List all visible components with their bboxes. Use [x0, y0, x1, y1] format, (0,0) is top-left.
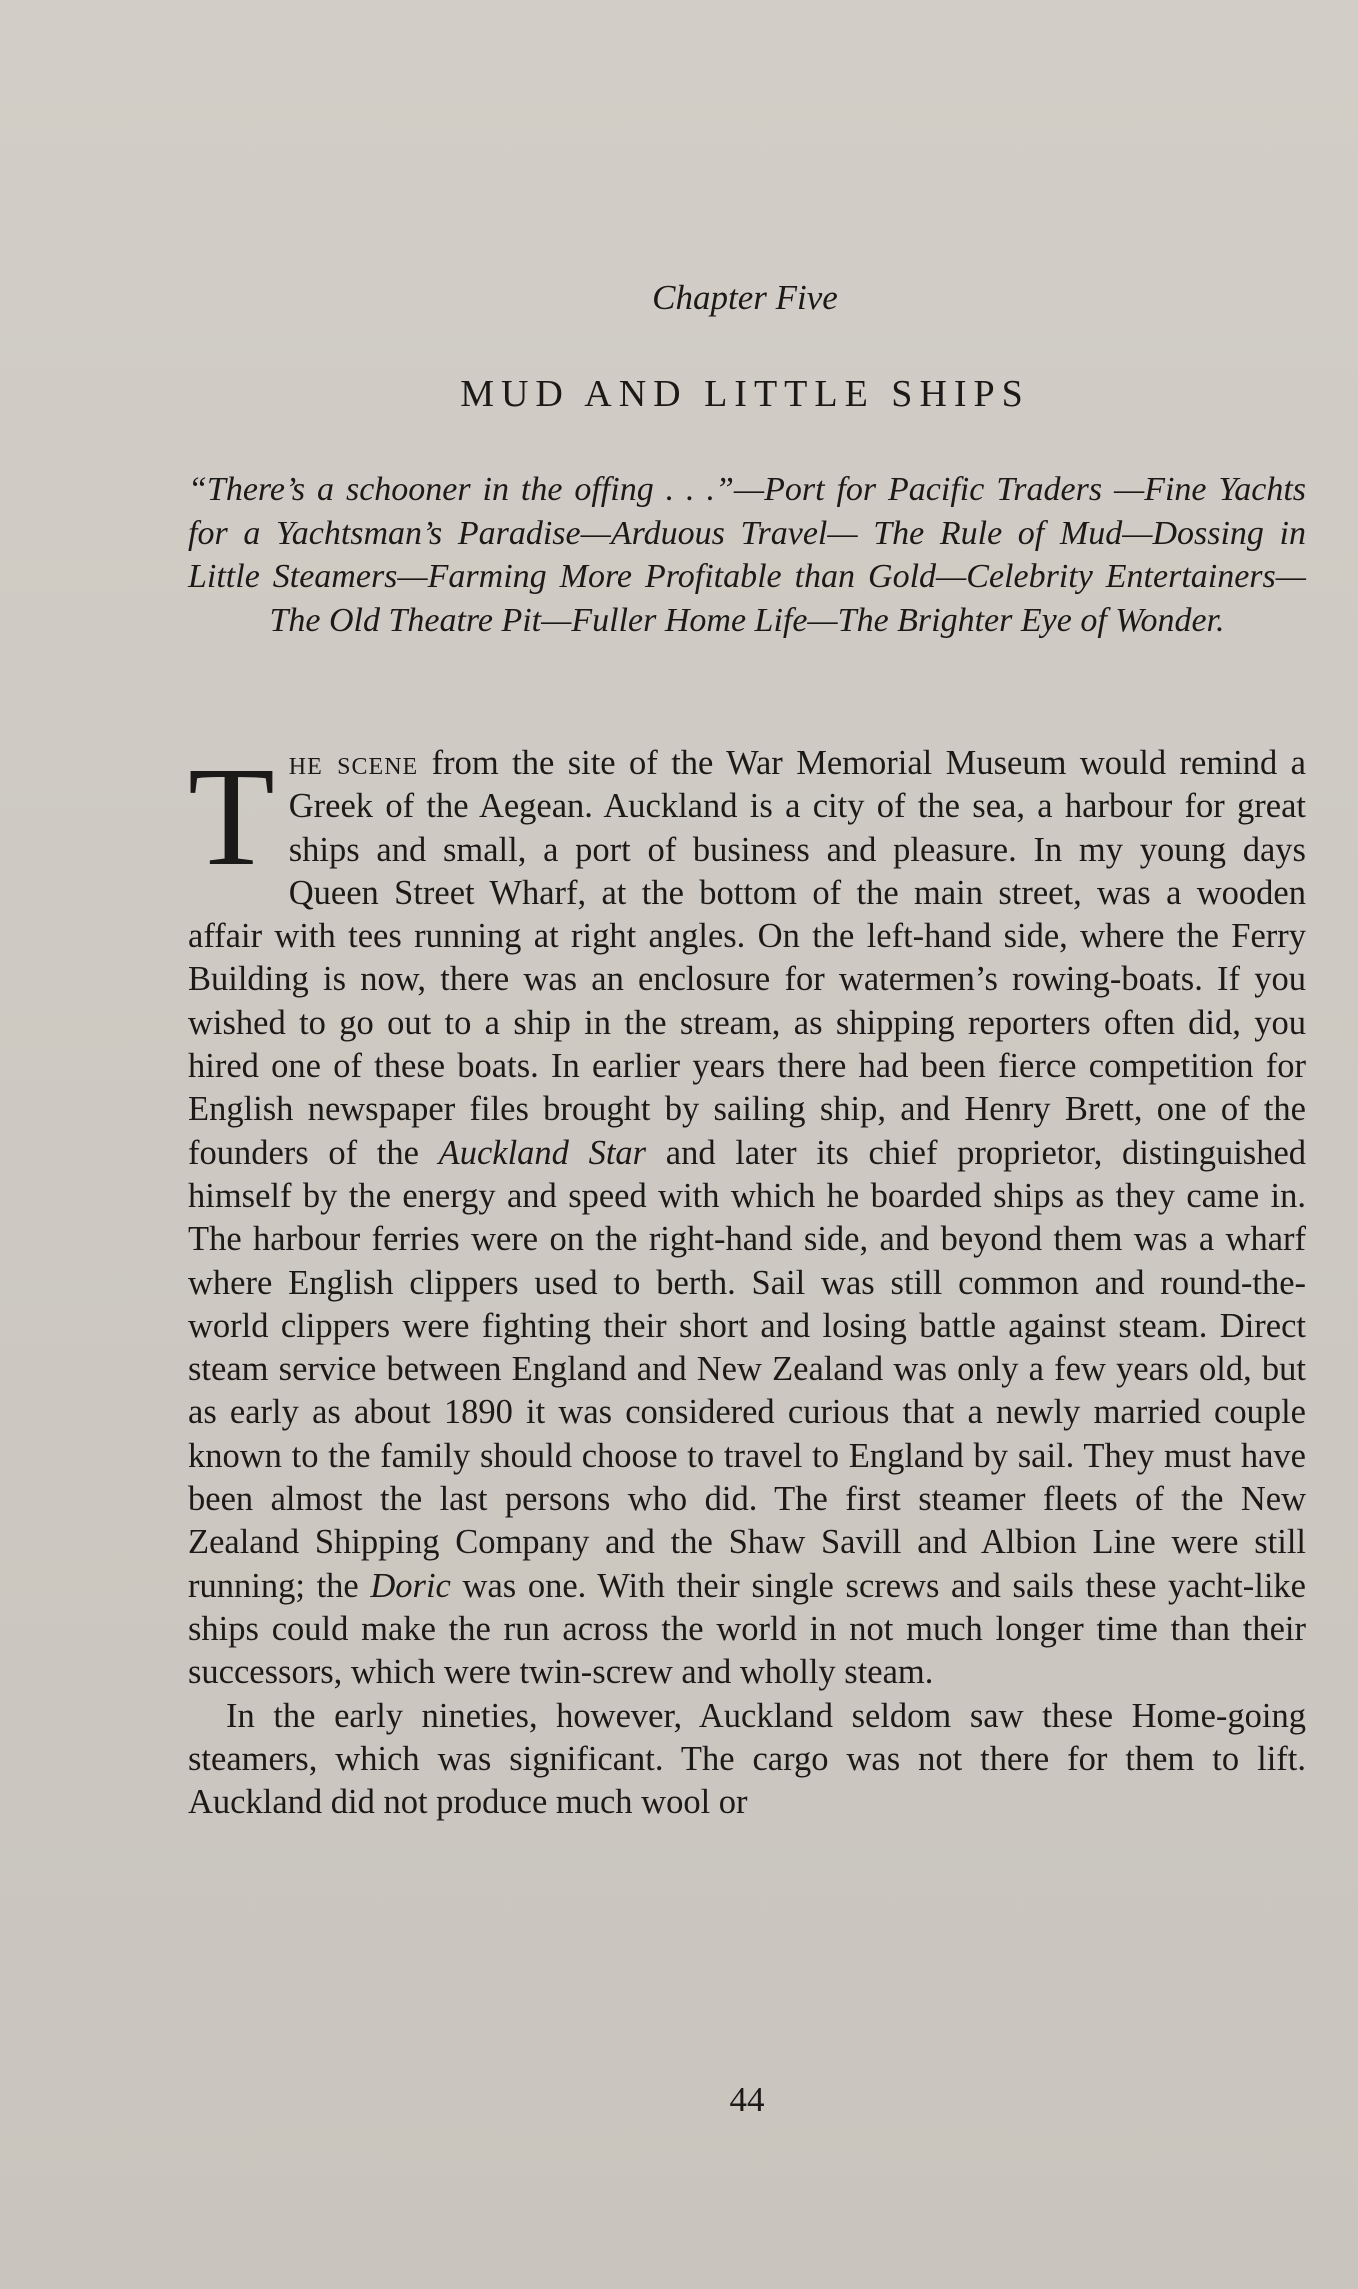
chapter-synopsis: “There’s a schooner in the offing . . .”—Port for Pacific Traders —Fine Yachts for a Yachtsman’s Paradise—Arduous Travel— The Rule of Mud—Dossing in Little Steamers—Farming More Profitable than Gold—Celebrity Entertainers—The Old Theatre Pit—Fuller Home Life—The Brighter Eye of Wonder.	[188, 471, 1306, 639]
body-text	[188, 737, 1307, 1824]
paragraph-1-text-b: and later its chief proprietor, distinguished himself by the energy and speed with which he boarded ships as they came in. The harbour ferries were on the right-hand side, and beyond them was a wharf where English clippers used to berth. Sail was still common and round-the-world clippers were fighting their short and losing battle against steam. Direct steam service between England and New Zealand was only a few years old, but as early as about 1890 it was considered curious that a newly married couple known to the family should choose to travel to England by sail. They must have been almost the last persons who did. The first steamer fleets of the New Zealand Shipping Company and the Shaw Savill and Albion Line were still running; the	[188, 1133, 1307, 1605]
opening-words: he scene	[288, 744, 419, 782]
paragraph-1-text-a: from the site of the War Memorial Museum would remind a Greek of the Aegean. Auckland is a city of the sea, a harbour for great ships and small, a port of business and pleasure. In my young days Queen Street Wharf, at the bottom of the main street, was a wooden affair with tees running at right angles. On the left-hand side, where the Ferry Building is now, there was an enclosure for watermen’s rowing-boats. If you wished to go out to a ship in the stream, as shipping reporters often did, you hired one of these boats. In earlier years there had been fierce competition for English newspaper files brought by sailing ship, and Henry Brett, one of the founders of the	[188, 744, 1306, 1172]
paragraph-2: In the early nineties, however, Auckland seldom saw these Home-going steamers, which was significant. The cargo was not there for them to lift. Auckland did not produce much wool or	[188, 1696, 1306, 1822]
paragraph-1	[188, 737, 1307, 1695]
paragraph-1-text-c: was one. With their single screws and sails these yacht-like ships could make the run across the world in not much longer time than their successors, which were twin-screw and wholly steam.	[188, 1566, 1306, 1692]
page-number: 44	[729, 2080, 765, 2119]
newspaper-title: Auckland Star	[438, 1133, 647, 1172]
ship-name: Doric	[370, 1566, 451, 1605]
drop-cap: T	[188, 737, 275, 895]
chapter-title: MUD AND LITTLE SHIPS	[460, 373, 1030, 415]
chapter-label: Chapter Five	[652, 278, 838, 317]
